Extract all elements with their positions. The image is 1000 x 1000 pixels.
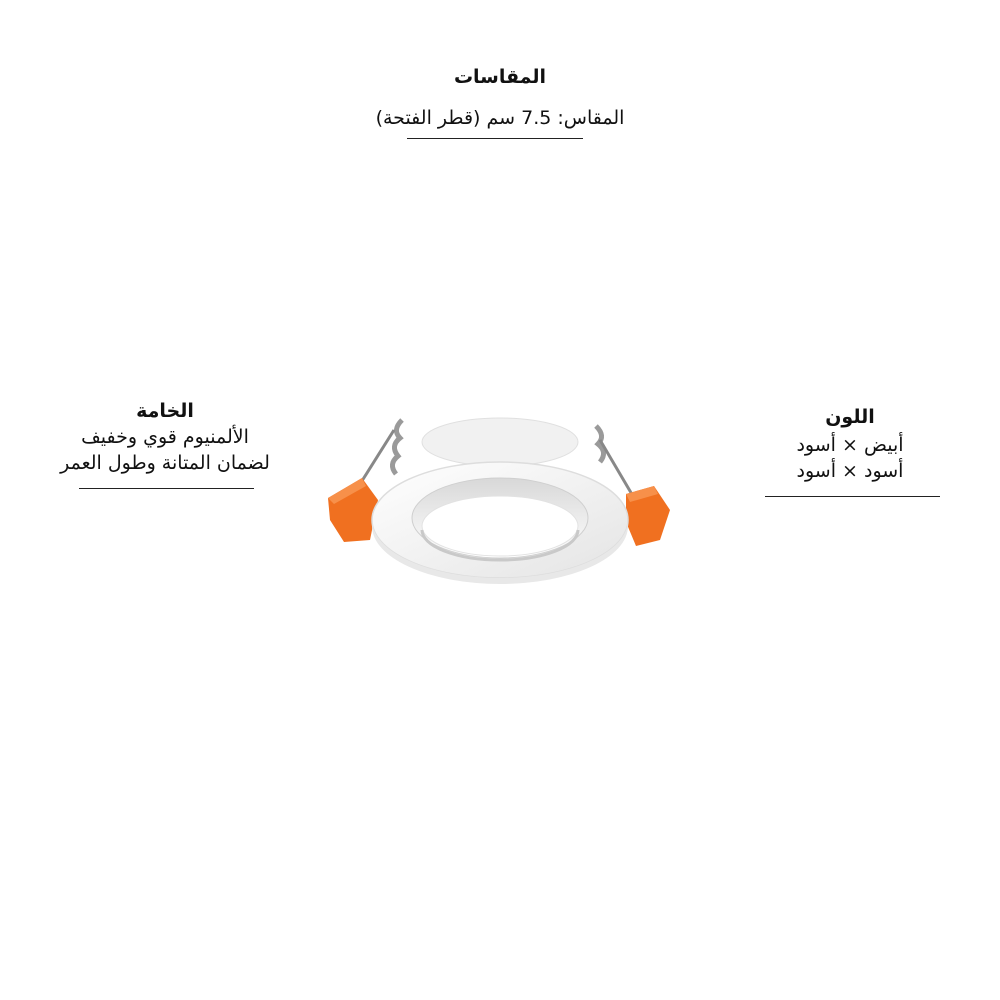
material-title: الخامة bbox=[136, 400, 194, 422]
color-underline bbox=[765, 496, 940, 497]
material-underline bbox=[79, 488, 254, 489]
material-line-2: لضمان المتانة وطول العمر bbox=[60, 452, 270, 474]
dimensions-block bbox=[300, 64, 700, 131]
recessed-downlight-image bbox=[310, 390, 690, 600]
dimensions-value: المقاس: 7.5 سم (قطر الفتحة) bbox=[375, 107, 625, 129]
right-clip bbox=[626, 486, 670, 546]
color-block bbox=[750, 404, 950, 484]
color-title: اللون bbox=[825, 406, 875, 428]
color-option-1: أبيض × أسود bbox=[796, 434, 904, 456]
color-option-2: أسود × أسود bbox=[796, 460, 904, 482]
dimensions-underline bbox=[407, 138, 583, 139]
material-line-1: الألمنيوم قوي وخفيف bbox=[81, 426, 249, 448]
inner-ring bbox=[422, 496, 578, 556]
top-cylinder bbox=[422, 418, 578, 466]
dimensions-title: المقاسات bbox=[453, 66, 547, 88]
material-block bbox=[20, 398, 310, 476]
left-clip bbox=[328, 478, 378, 542]
